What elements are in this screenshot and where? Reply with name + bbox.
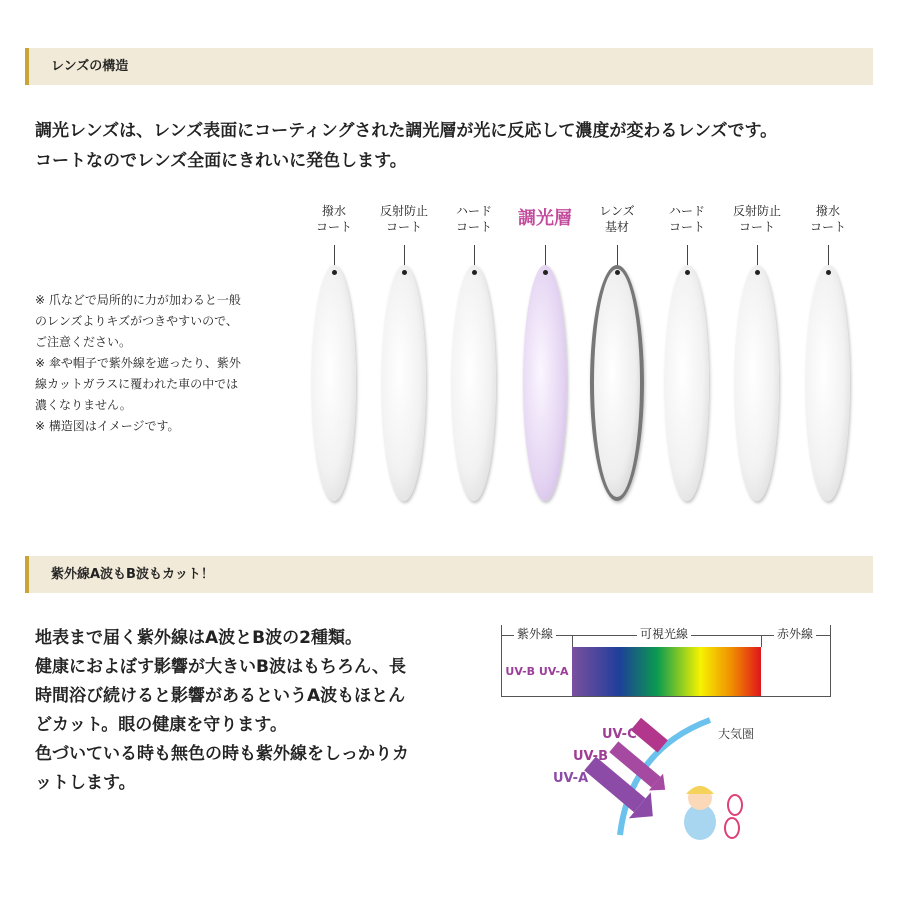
uv-line: 時間浴び続けると影響があるというA波もほとん — [35, 686, 406, 706]
visible-label: 可視光線 — [637, 625, 691, 642]
layer-label — [793, 203, 863, 235]
layer-label-line: コート — [738, 220, 775, 234]
leader-dot — [332, 270, 337, 275]
uv-label: 紫外線 — [514, 625, 556, 642]
layer-label-line: コート — [315, 220, 352, 234]
layer-label — [582, 203, 652, 235]
note-line: ※ 爪などで局所的に力が加わると一般 — [35, 293, 241, 307]
note-line: ※ 構造図はイメージです。 — [35, 419, 180, 433]
layer-label-line: コート — [668, 220, 705, 234]
leader-dot — [826, 270, 831, 275]
uv-line: ットします。 — [35, 773, 136, 793]
lens-layer — [665, 265, 709, 501]
section-header-uv: 紫外線A波もB波もカット！ — [25, 556, 873, 593]
uv-line: 健康におよぼす影響が大きいB波はもちろん、長 — [35, 657, 406, 677]
lens-intro — [35, 116, 777, 176]
lens-layer — [452, 265, 496, 501]
layer-label-line: 調光層 — [518, 208, 572, 229]
notes — [35, 290, 241, 437]
visible-gradient — [572, 647, 761, 696]
lens-layer — [590, 265, 644, 501]
uv-c-label: UV-C — [602, 727, 637, 742]
uv-atmosphere-diagram — [540, 710, 800, 850]
lens-layer — [806, 265, 850, 501]
layer-label-line: ハード — [668, 204, 705, 218]
layer-label — [439, 203, 509, 235]
layer-label — [369, 203, 439, 235]
layer-label — [722, 203, 792, 235]
uv-line: 色づいている時も無色の時も紫外線をしっかりカ — [35, 744, 409, 764]
layer-label-line: 撥水 — [815, 204, 840, 218]
leader-dot — [685, 270, 690, 275]
leader-dot — [543, 270, 548, 275]
lens-layer — [312, 265, 356, 501]
lens-layer — [523, 265, 567, 501]
leader-dot — [615, 270, 620, 275]
note-line: のレンズよりキズがつきやすいので、 — [35, 314, 238, 328]
layer-label-line: 反射防止 — [379, 204, 428, 218]
layer-label-line: 反射防止 — [732, 204, 781, 218]
uv-line: 地表まで届く紫外線はA波とB波の2種類。 — [35, 628, 362, 648]
uv-line: どカット。眼の健康を守ります。 — [35, 715, 287, 735]
leader-dot — [472, 270, 477, 275]
layer-label-line: 基材 — [604, 220, 629, 234]
lens-layer — [735, 265, 779, 501]
layer-label — [652, 203, 722, 235]
ir-label: 赤外線 — [774, 625, 816, 642]
layer-label-line: 撥水 — [321, 204, 346, 218]
layer-label-line: コート — [809, 220, 846, 234]
uv-a-label: UV-A — [553, 771, 589, 786]
layer-label-line: レンズ — [599, 204, 635, 218]
uv-b-label: UV-B — [573, 749, 608, 764]
lens-layer — [382, 265, 426, 501]
note-line: 線カットガラスに覆われた車の中では — [35, 377, 239, 391]
leader-dot — [402, 270, 407, 275]
leader-dot — [755, 270, 760, 275]
layer-label-line: コート — [455, 220, 492, 234]
atmosphere-label: 大気圏 — [718, 727, 755, 741]
layer-label-line: コート — [385, 220, 422, 234]
layer-label — [510, 203, 580, 235]
note-line: ご注意ください。 — [35, 335, 132, 349]
intro-line: 調光レンズは、レンズ表面にコーティングされた調光層が光に反応して濃度が変わるレンズです。 — [35, 121, 778, 141]
note-line: 濃くなりません。 — [35, 398, 132, 412]
layer-label-line: ハード — [455, 204, 492, 218]
section-header-lens-structure: レンズの構造 — [25, 48, 873, 85]
light-spectrum — [501, 625, 831, 697]
uv-description — [35, 624, 409, 798]
layer-label — [299, 203, 369, 235]
intro-line: コートなのでレンズ全面にきれいに発色します。 — [35, 151, 407, 171]
note-line: ※ 傘や帽子で紫外線を遮ったり、紫外 — [35, 356, 241, 370]
angel-illustration — [684, 786, 742, 840]
uv-bands: UV-B UV-A — [505, 665, 569, 678]
